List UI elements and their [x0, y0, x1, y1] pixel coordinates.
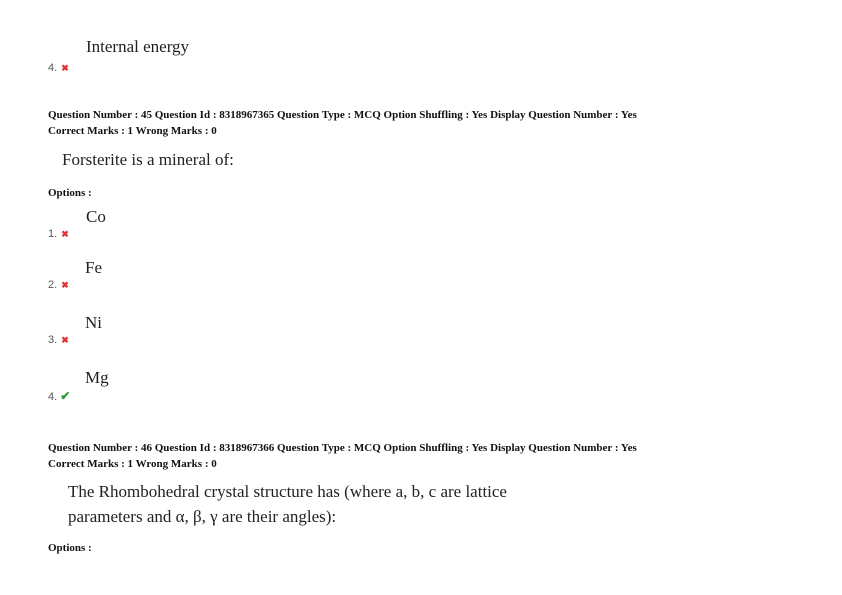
question-meta: Question Number : 45 Question Id : 8318967365 Question Type : MCQ Option Shuffling : Yes Display Question Number : Yes: [48, 109, 637, 121]
option-text: Ni: [85, 313, 102, 332]
options-label: Options :: [48, 542, 92, 554]
question-text: Forsterite is a mineral of:: [62, 150, 234, 169]
option-text: Internal energy: [86, 37, 190, 56]
correct-icon: ✔: [60, 389, 71, 403]
wrong-icon: ✖: [61, 335, 69, 345]
option-number: 2.: [48, 279, 58, 291]
option-number-row: [48, 275, 69, 293]
option-number: 4.: [48, 391, 58, 403]
option-number: 3.: [48, 334, 58, 346]
question-meta: Question Number : 46 Question Id : 8318967366 Question Type : MCQ Option Shuffling : Yes Display Question Number : Yes: [48, 442, 637, 454]
question-marks: Correct Marks : 1 Wrong Marks : 0: [48, 125, 217, 137]
wrong-icon: ✖: [61, 280, 69, 290]
option-number-row: [48, 330, 69, 348]
options-label: Options :: [48, 187, 92, 199]
option-number-row: [48, 387, 70, 405]
question-text-line-2: parameters and α, β, γ are their angles):: [68, 507, 337, 526]
question-text-line-1: The Rhombohedral crystal structure has (where a, b, c are lattice: [68, 482, 507, 501]
option-number: 4.: [48, 62, 58, 74]
option-number: 1.: [48, 228, 58, 240]
option-number-row: [48, 224, 69, 242]
wrong-icon: ✖: [61, 229, 69, 239]
option-text: Co: [86, 207, 106, 226]
wrong-icon: ✖: [61, 63, 69, 73]
question-marks: Correct Marks : 1 Wrong Marks : 0: [48, 458, 217, 470]
option-text: Mg: [85, 368, 109, 387]
option-number-row: [48, 58, 69, 76]
option-text: Fe: [85, 258, 102, 277]
